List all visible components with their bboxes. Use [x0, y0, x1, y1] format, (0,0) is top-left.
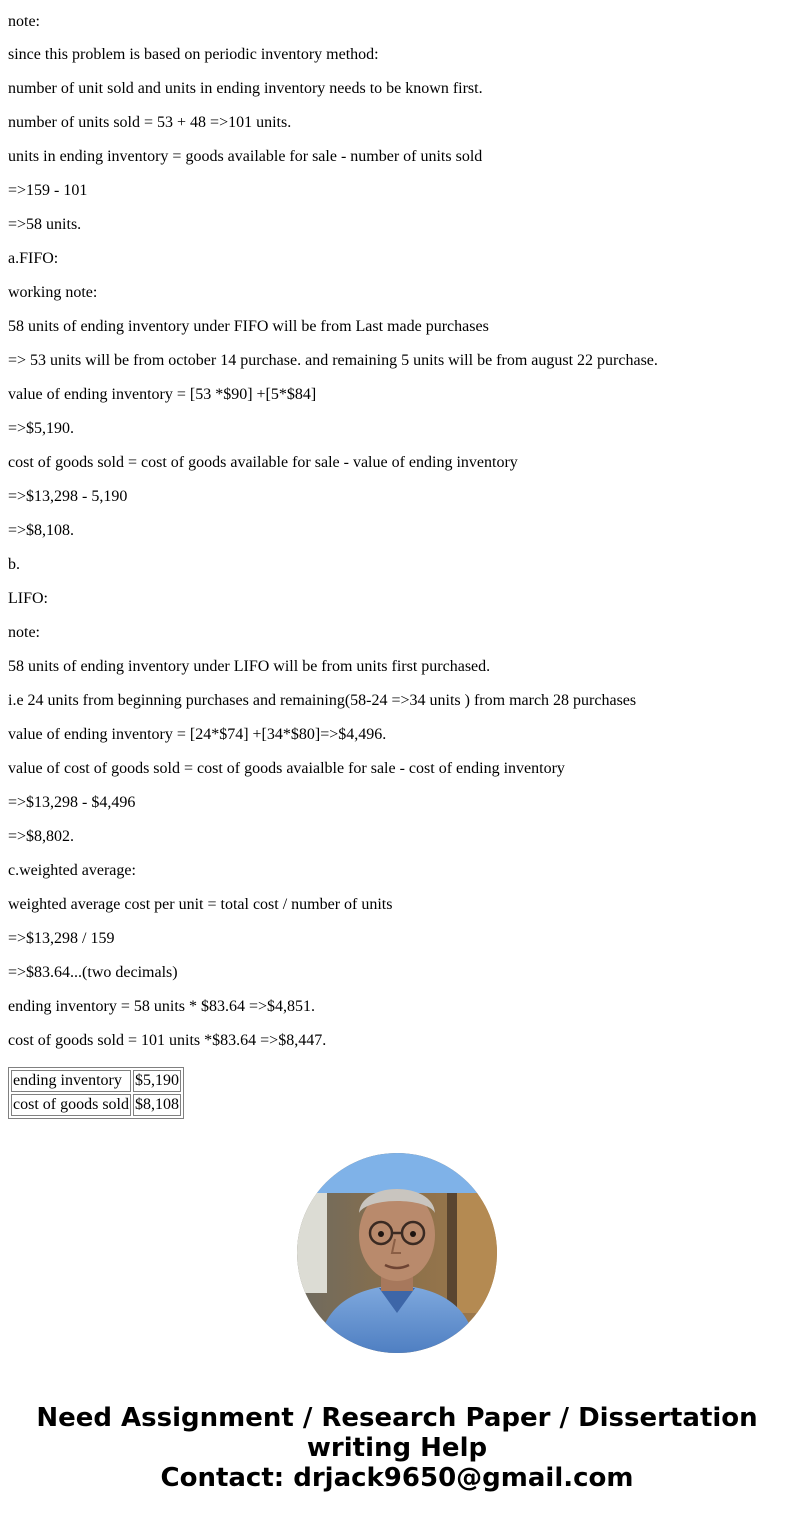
text-line: ending inventory = 58 units * $83.64 =>$4,851.: [8, 998, 316, 1015]
table-cell-label: ending inventory: [11, 1070, 131, 1092]
table-row: [11, 1070, 181, 1092]
text-line: =>$13,298 - 5,190: [8, 488, 128, 505]
text-line: =>58 units.: [8, 216, 82, 233]
text-line: =>$13,298 - $4,496: [8, 794, 136, 811]
text-line: 58 units of ending inventory under FIFO will be from Last made purchases: [8, 318, 489, 335]
text-line: =>$13,298 / 159: [8, 930, 115, 947]
text-line: c.weighted average:: [8, 862, 136, 879]
text-line: =>$83.64...(two decimals): [8, 964, 178, 981]
text-line: units in ending inventory = goods available for sale - number of units sold: [8, 148, 483, 165]
text-line: number of units sold = 53 + 48 =>101 units.: [8, 114, 292, 131]
text-line: =>$5,190.: [8, 420, 75, 437]
text-line: a.FIFO:: [8, 250, 59, 267]
text-line: weighted average cost per unit = total cost / number of units: [8, 896, 393, 913]
text-line: note:: [8, 13, 40, 30]
table-cell-value: $5,190: [133, 1070, 181, 1092]
text-line: => 53 units will be from october 14 purchase. and remaining 5 units will be from august 22 purchase.: [8, 352, 658, 369]
text-line: value of ending inventory = [24*$74] +[34*$80]=>$4,496.: [8, 726, 387, 743]
text-line: =>159 - 101: [8, 182, 88, 199]
text-line: 58 units of ending inventory under LIFO will be from units first purchased.: [8, 658, 491, 675]
text-line: =>$8,802.: [8, 828, 75, 845]
text-line: value of cost of goods sold = cost of goods avaialble for sale - cost of ending inventory: [8, 760, 565, 777]
summary-table: [8, 1067, 184, 1119]
text-line: value of ending inventory = [53 *$90] +[5*$84]: [8, 386, 317, 403]
avatar-portrait: [297, 1153, 497, 1353]
text-line: number of unit sold and units in ending inventory needs to be known first.: [8, 80, 483, 97]
table-cell-label: cost of goods sold: [11, 1094, 131, 1116]
text-line: cost of goods sold = 101 units *$83.64 =>$8,447.: [8, 1032, 327, 1049]
text-line: =>$8,108.: [8, 522, 75, 539]
solution-text: [8, 0, 788, 1054]
text-line: note:: [8, 624, 40, 641]
text-line: since this problem is based on periodic inventory method:: [8, 46, 379, 63]
cta-contact-line[interactable]: Contact: drjack9650@gmail.com: [160, 1463, 634, 1493]
text-line: cost of goods sold = cost of goods available for sale - value of ending inventory: [8, 454, 518, 471]
text-line: working note:: [8, 284, 98, 301]
text-line: b.: [8, 556, 20, 573]
cta-line-1: Need Assignment / Research Paper / Dissertation: [36, 1403, 758, 1433]
contact-banner: [0, 1403, 794, 1493]
table-cell-value: $8,108: [133, 1094, 181, 1116]
text-line: LIFO:: [8, 590, 48, 607]
text-line: i.e 24 units from beginning purchases and remaining(58-24 =>34 units ) from march 28 purchases: [8, 692, 637, 709]
table-row: [11, 1094, 181, 1116]
avatar: [297, 1153, 497, 1353]
cta-line-2: writing Help: [306, 1433, 488, 1463]
